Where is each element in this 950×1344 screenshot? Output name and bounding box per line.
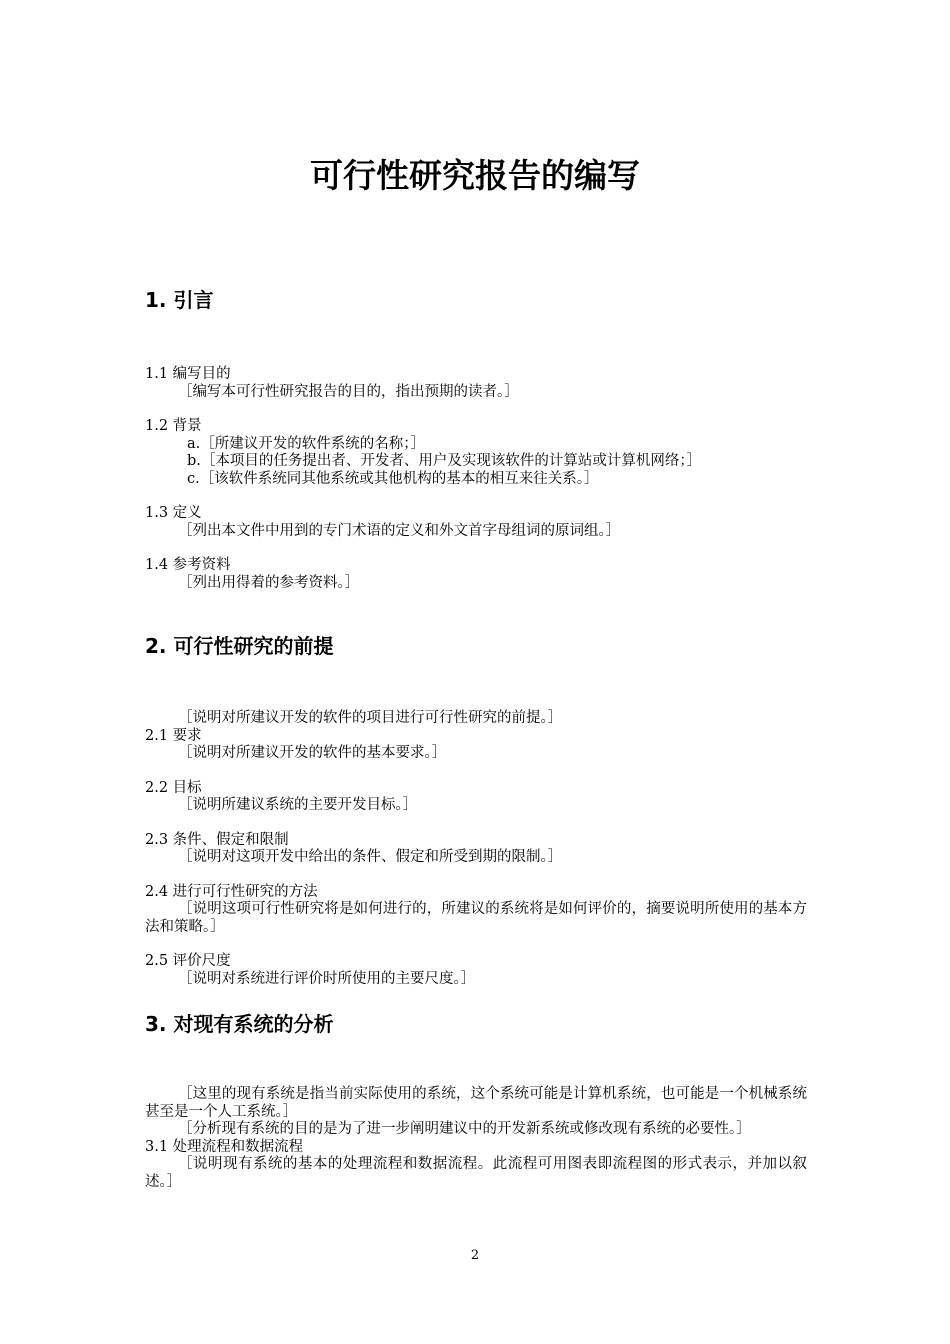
subsection-label: 3.1 处理流程和数据流程 — [145, 1138, 304, 1155]
subsection-label: 2.5 评价尺度 — [145, 953, 231, 969]
document-title: 可行性研究报告的编写 — [310, 156, 640, 195]
section-intro-text: ［说明对所建议开发的软件的项目进行可行性研究的前提。］ — [178, 710, 563, 726]
subsection-label: 1.2 背景 — [145, 418, 202, 434]
subsection-text: ［列出用得着的参考资料。］ — [178, 574, 360, 591]
subsection-text: ［说明对所建议开发的软件的基本要求。］ — [178, 745, 447, 761]
section-1-body — [145, 366, 807, 592]
subsection-label: 1.3 定义 — [145, 505, 202, 521]
section-heading-existing-system-analysis: 3. 对现有系统的分析 — [145, 1012, 334, 1036]
list-item: c.［该软件系统同其他系统或其他机构的基本的相互来往关系。］ — [187, 470, 599, 487]
subsection-text: ［说明现有系统的基本的处理流程和数据流程。此流程可用图表即流程图的形式表示，并加以叙述。］ — [145, 1156, 807, 1190]
list-item: b.［本项目的任务提出者、开发者、用户及实现该软件的计算站或计算机网络；］ — [187, 453, 702, 469]
subsection-label: 2.2 目标 — [145, 779, 202, 796]
subsection-label: 2.4 进行可行性研究的方法 — [145, 883, 318, 900]
subsection-label: 2.1 要求 — [145, 727, 202, 744]
subsection-text: ［编写本可行性研究报告的目的，指出预期的读者。］ — [178, 383, 519, 400]
subsection-text: ［说明这项可行性研究将是如何进行的，所建议的系统将是如何评价的，摘要说明所使用的基本方法和策略。］ — [145, 901, 807, 935]
subsection-text: ［说明所建议系统的主要开发目标。］ — [178, 797, 418, 813]
section-2-body — [145, 710, 807, 988]
section-3-body — [145, 1086, 807, 1191]
section-heading-prerequisites: 2. 可行性研究的前提 — [145, 634, 334, 658]
subsection-label: 1.4 参考资料 — [145, 557, 231, 573]
subsection-text: ［列出本文件中用到的专门术语的定义和外文首字母组词的原词组。］ — [178, 522, 621, 539]
paragraph: ［这里的现有系统是指当前实际使用的系统，这个系统可能是计算机系统，也可能是一个机械系统甚至是一个人工系统。］ — [145, 1086, 807, 1120]
page-number: 2 — [470, 1248, 480, 1263]
subsection-label: 2.3 条件、假定和限制 — [145, 831, 289, 848]
list-item: a.［所建议开发的软件系统的名称；］ — [187, 435, 426, 452]
paragraph: ［分析现有系统的目的是为了进一步阐明建议中的开发新系统或修改现有系统的必要性。］ — [178, 1121, 751, 1137]
subsection-text: ［说明对这项开发中给出的条件、假定和所受到期的限制。］ — [178, 849, 563, 865]
subsection-label: 1.1 编写目的 — [145, 366, 231, 382]
subsection-text: ［说明对系统进行评价时所使用的主要尺度。］ — [178, 970, 476, 987]
section-heading-introduction: 1. 引言 — [145, 288, 214, 312]
